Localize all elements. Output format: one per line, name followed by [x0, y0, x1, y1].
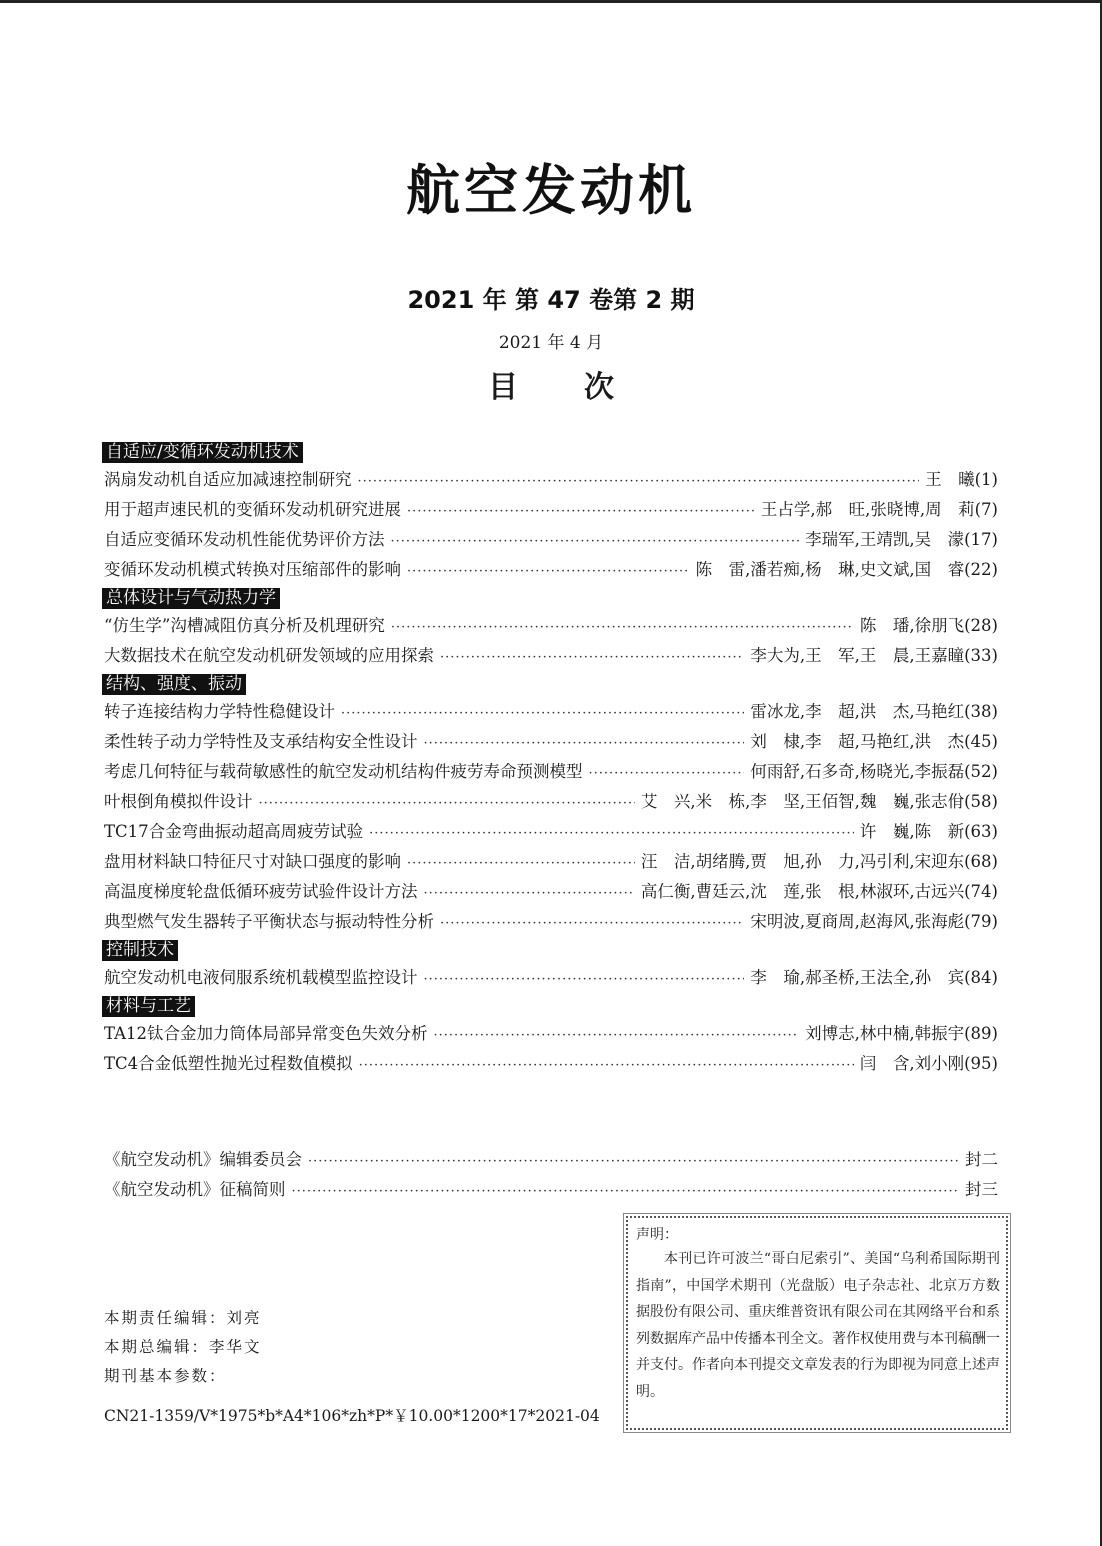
section-heading: 控制技术: [102, 940, 178, 961]
leader-dots: [589, 766, 745, 781]
leader-dots: [424, 736, 745, 751]
toc-heading: 目次: [488, 370, 680, 405]
cover-page-entry[interactable]: [104, 1176, 998, 1206]
section-heading: 自适应/变循环发动机技术: [102, 442, 303, 463]
toc-entry[interactable]: [104, 964, 998, 994]
leader-dots: [308, 1154, 959, 1169]
page-number: (63): [964, 822, 998, 841]
article-title: TC4合金低塑性抛光过程数值模拟: [104, 1054, 353, 1073]
leader-dots: [440, 916, 744, 931]
issue-date: 2021 年 4 月: [498, 333, 604, 353]
article-authors: 李 瑜,郝圣桥,王法全,孙 宾: [750, 968, 965, 987]
page-number: (45): [964, 732, 998, 751]
leader-dots: [292, 1184, 960, 1199]
top-border: [0, 0, 1102, 3]
leader-dots: [434, 1028, 800, 1043]
leader-dots: [359, 1058, 854, 1073]
leader-dots: [259, 796, 635, 811]
article-title: TA12钛合金加力筒体局部异常变色失效分析: [104, 1024, 428, 1043]
toc-entry[interactable]: [104, 526, 998, 556]
page-number: (89): [964, 1024, 998, 1043]
article-authors: 陈 雷,潘若痴,杨 琳,史文斌,国 睿: [695, 560, 965, 579]
article-authors: 宋明波,夏商周,赵海风,张海彪: [750, 912, 965, 931]
page-number: (17): [964, 530, 998, 549]
notice-title: 声明：: [636, 1227, 678, 1243]
cover-page-entry[interactable]: [104, 1146, 998, 1176]
leader-dots: [407, 564, 690, 579]
article-title: 自适应变循环发动机性能优势评价方法: [104, 530, 385, 549]
article-title: 盘用材料缺口特征尺寸对缺口强度的影响: [104, 852, 401, 871]
article-title: 用于超声速民机的变循环发动机研究进展: [104, 500, 401, 519]
article-title: 大数据技术在航空发动机研发领域的应用探索: [104, 646, 434, 665]
issue-number: 2021 年 第 47 卷第 2 期: [407, 286, 695, 314]
article-title: 典型燃气发生器转子平衡状态与振动特性分析: [104, 912, 434, 931]
toc-entry[interactable]: [104, 556, 998, 586]
leader-dots: [369, 826, 854, 841]
leader-dots: [391, 534, 800, 549]
leader-dots: [341, 706, 744, 721]
toc-entry[interactable]: [104, 1050, 998, 1080]
cover-page-title: 《航空发动机》征稿简则: [104, 1180, 286, 1199]
toc-entry[interactable]: [104, 698, 998, 728]
leader-dots: [407, 856, 635, 871]
leader-dots: [440, 650, 744, 665]
article-title: 转子连接结构力学特性稳健设计: [104, 702, 335, 721]
article-title: TC17合金弯曲振动超高周疲劳试验: [104, 822, 364, 841]
toc-entry[interactable]: [104, 728, 998, 758]
page-number: (38): [964, 702, 998, 721]
section-heading: 总体设计与气动热力学: [102, 588, 280, 609]
leader-dots: [358, 474, 920, 489]
toc-entry[interactable]: [104, 466, 998, 496]
copyright-notice: [626, 1216, 1008, 1430]
section-heading: 结构、强度、振动: [102, 674, 246, 695]
article-authors: 高仁衡,曹廷云,沈 莲,张 根,林淑环,古远兴: [640, 882, 965, 901]
leader-dots: [407, 504, 755, 519]
cover-page-title: 《航空发动机》编辑委员会: [104, 1150, 302, 1169]
toc-entry[interactable]: [104, 878, 998, 908]
section-heading: 材料与工艺: [102, 996, 195, 1017]
page-number: (74): [964, 882, 998, 901]
article-title: 叶根倒角模拟件设计: [104, 792, 253, 811]
article-authors: 王 曦: [925, 470, 975, 489]
cover-pages-list: [104, 1146, 998, 1206]
article-title: 变循环发动机模式转换对压缩部件的影响: [104, 560, 401, 579]
article-authors: 刘博志,林中楠,韩振宇: [805, 1024, 965, 1043]
article-title: “仿生学”沟槽减阻仿真分析及机理研究: [104, 616, 385, 635]
article-authors: 许 巍,陈 新: [859, 822, 965, 841]
params-label: 期刊基本参数：: [104, 1367, 227, 1385]
article-authors: 汪 洁,胡绪腾,贾 旭,孙 力,冯引利,宋迎东: [640, 852, 965, 871]
toc-entry[interactable]: [104, 848, 998, 878]
article-authors: 李大为,王 军,王 晨,王嘉瞳: [750, 646, 965, 665]
page-number: (58): [964, 792, 998, 811]
article-authors: 王占学,郝 旺,张晓博,周 莉: [760, 500, 975, 519]
article-authors: 闫 含,刘小刚: [859, 1054, 965, 1073]
article-authors: 陈 璠,徐朋飞: [859, 616, 965, 635]
toc-entry[interactable]: [104, 758, 998, 788]
toc-entry[interactable]: [104, 612, 998, 642]
article-title: 涡扇发动机自适应加减速控制研究: [104, 470, 352, 489]
article-title: 高温度梯度轮盘低循环疲劳试验件设计方法: [104, 882, 418, 901]
article-authors: 刘 棣,李 超,马艳红,洪 杰: [750, 732, 965, 751]
page-number: (1): [974, 470, 998, 489]
cover-page-location: 封三: [965, 1180, 998, 1199]
article-authors: 雷冰龙,李 超,洪 杰,马艳红: [750, 702, 965, 721]
toc-entry[interactable]: [104, 642, 998, 672]
cover-page-location: 封二: [965, 1150, 998, 1169]
article-title: 柔性转子动力学特性及支承结构安全性设计: [104, 732, 418, 751]
toc-entry[interactable]: [104, 908, 998, 938]
notice-body: 本刊已许可波兰“哥白尼索引”、美国“乌利希国际期刊指南”，中国学术期刊（光盘版）电子杂志社、北京万方数据股份有限公司、重庆维普资讯有限公司在其网络平台和系列数据库产品中传播本刊全文。著作权使用费与本刊稿酬一并支付。作者向本刊提交文章发表的行为即视为同意上述声明。: [636, 1251, 1000, 1400]
page-number: (79): [964, 912, 998, 931]
toc-entry[interactable]: [104, 818, 998, 848]
page-number: (7): [974, 500, 998, 519]
responsible-editor: 本期责任编辑：刘亮: [104, 1309, 262, 1327]
chief-editor: 本期总编辑：李华文: [104, 1338, 262, 1356]
leader-dots: [424, 886, 635, 901]
page-number: (84): [964, 968, 998, 987]
toc-entry[interactable]: [104, 1020, 998, 1050]
journal-parameters: CN21-1359/V*1975*b*A4*106*zh*P*￥10.00*1200*17*2021-04: [104, 1407, 600, 1425]
page-number: (33): [964, 646, 998, 665]
toc-entry[interactable]: [104, 788, 998, 818]
table-of-contents: [104, 440, 998, 1080]
page-number: (22): [964, 560, 998, 579]
article-title: 航空发动机电液伺服系统机载模型监控设计: [104, 968, 418, 987]
leader-dots: [424, 972, 745, 987]
article-authors: 艾 兴,米 栋,李 坚,王佰智,魏 巍,张志佾: [640, 792, 965, 811]
issue-credits: [104, 1304, 262, 1391]
article-authors: 李瑞军,王靖凯,吴 濛: [805, 530, 965, 549]
page-number: (68): [964, 852, 998, 871]
leader-dots: [391, 620, 854, 635]
page-number: (95): [964, 1054, 998, 1073]
page-number: (28): [964, 616, 998, 635]
article-title: 考虑几何特征与载荷敏感性的航空发动机结构件疲劳寿命预测模型: [104, 762, 583, 781]
article-authors: 何雨舒,石多奇,杨晓光,李振磊: [750, 762, 965, 781]
toc-entry[interactable]: [104, 496, 998, 526]
page-number: (52): [964, 762, 998, 781]
journal-title: 航空发动机: [406, 159, 696, 222]
